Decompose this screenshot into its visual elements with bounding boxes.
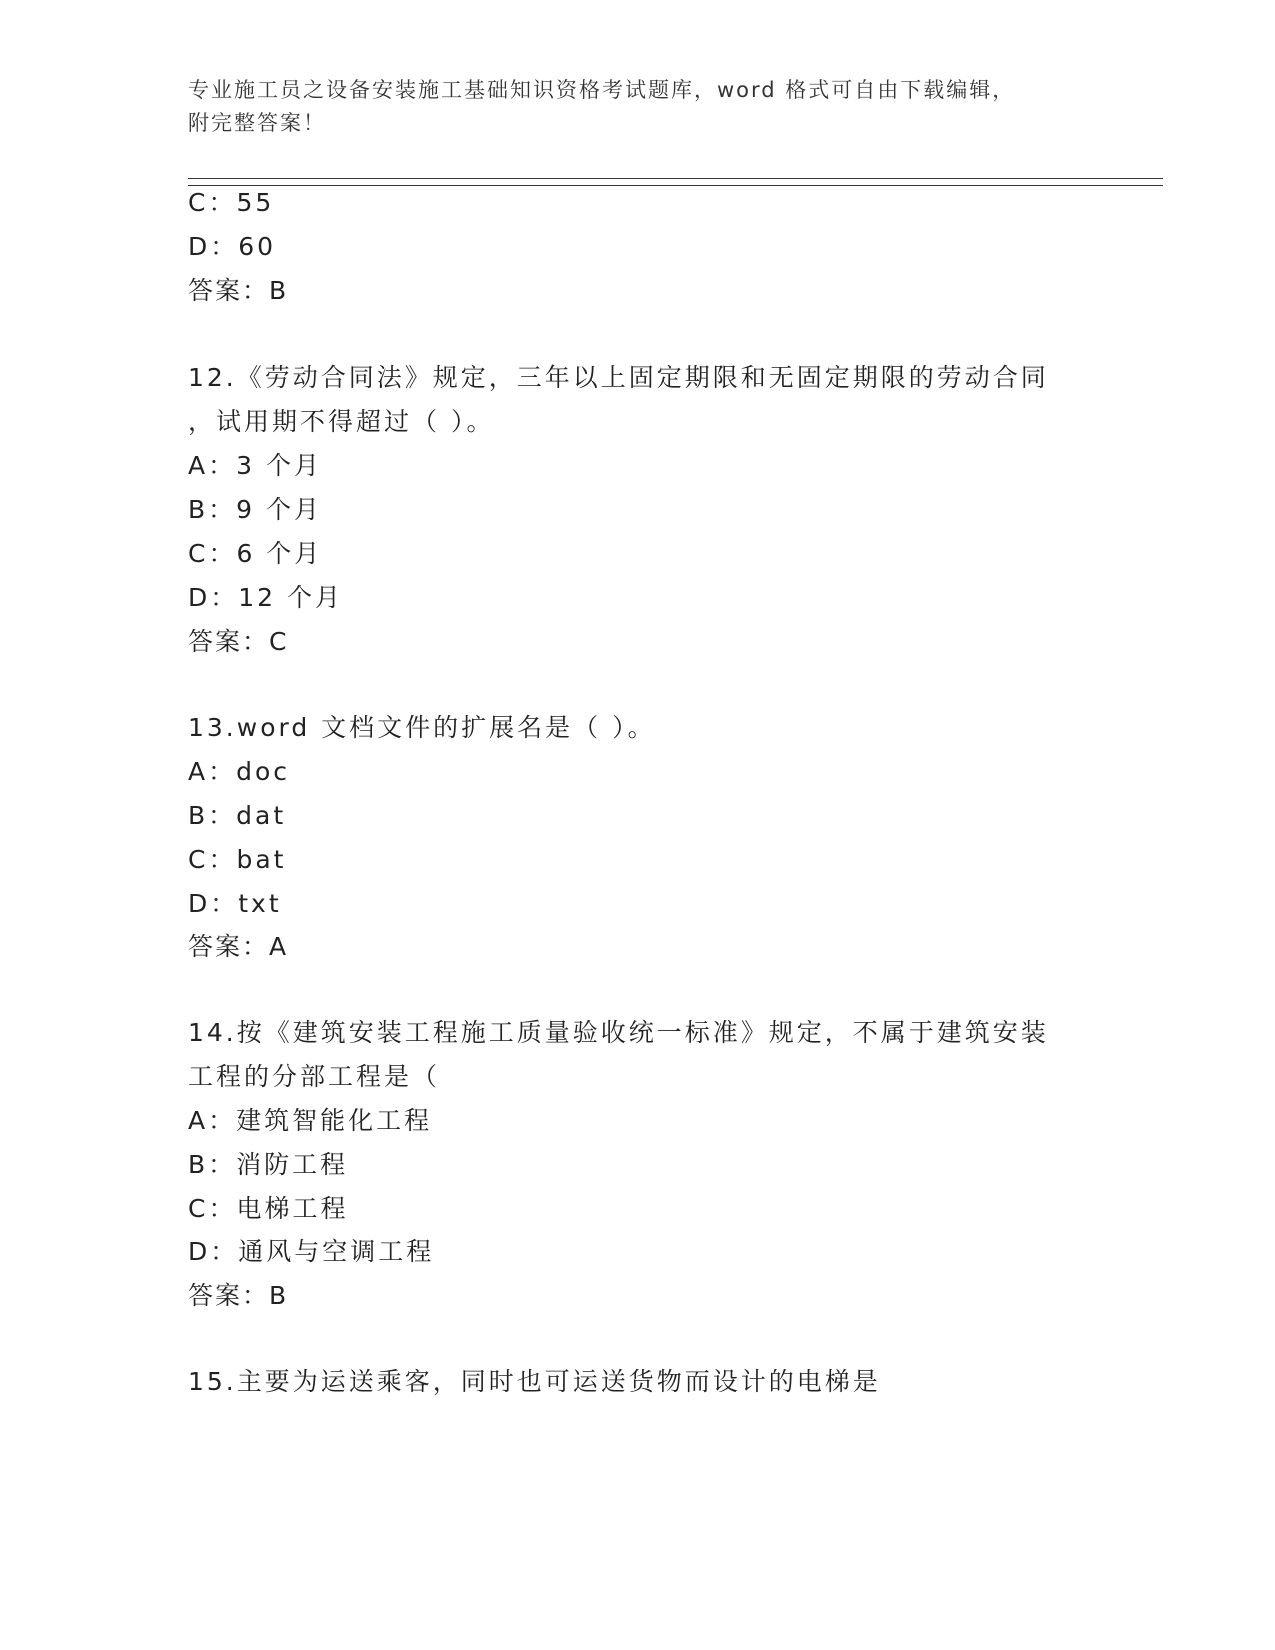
q14-stem-line-2: 工程的分部工程是（ bbox=[188, 1062, 441, 1091]
q12-stem-line-2: ，试用期不得超过（ ）。 bbox=[188, 407, 495, 436]
q13-stem-line-1: 13.word 文档文件的扩展名是（ ）。 bbox=[188, 713, 656, 742]
q14-answer: 答案：B bbox=[188, 1281, 289, 1310]
q13-option-d: D：txt bbox=[188, 889, 282, 918]
q12-option-a: A：3 个月 bbox=[188, 451, 322, 480]
q15-stem-line-1: 15.主要为运送乘客，同时也可运送货物而设计的电梯是 bbox=[188, 1367, 881, 1396]
q13-answer: 答案：A bbox=[188, 932, 289, 961]
q12-stem-line-1: 12.《劳动合同法》规定，三年以上固定期限和无固定期限的劳动合同 bbox=[188, 363, 1049, 392]
q13-option-a: A：doc bbox=[188, 757, 291, 786]
document-header bbox=[188, 74, 1088, 140]
q11-answer: 答案：B bbox=[188, 276, 289, 305]
q12-option-c: C：6 个月 bbox=[188, 539, 323, 568]
q14-option-b: B：消防工程 bbox=[188, 1150, 349, 1179]
q14-option-c: C：电梯工程 bbox=[188, 1194, 349, 1223]
header-double-rule bbox=[188, 178, 1163, 186]
q12-option-d: D：12 个月 bbox=[188, 583, 344, 612]
q14-option-a: A：建筑智能化工程 bbox=[188, 1106, 433, 1135]
q12-option-b: B：9 个月 bbox=[188, 495, 323, 524]
q14-stem-line-1: 14.按《建筑安装工程施工质量验收统一标准》规定，不属于建筑安装 bbox=[188, 1018, 1049, 1047]
q12-answer: 答案：C bbox=[188, 627, 289, 656]
q13-option-c: C：bat bbox=[188, 845, 287, 874]
header-line-2: 附完整答案！ bbox=[188, 111, 326, 135]
q11-option-d: D：60 bbox=[188, 232, 277, 261]
q14-option-d: D：通风与空调工程 bbox=[188, 1237, 435, 1266]
q11-option-c: C：55 bbox=[188, 188, 275, 217]
header-line-1: 专业施工员之设备安装施工基础知识资格考试题库，word 格式可自由下载编辑， bbox=[188, 78, 1016, 102]
q13-option-b: B：dat bbox=[188, 801, 287, 830]
